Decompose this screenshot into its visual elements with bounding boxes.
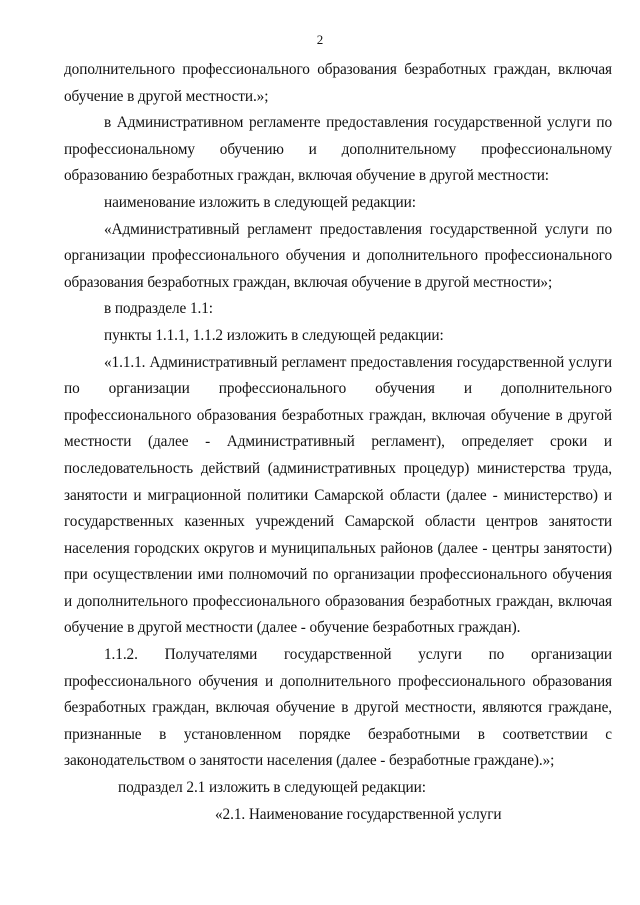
paragraph-items-amendment: пункты 1.1.1, 1.1.2 изложить в следующей редакции: (104, 326, 444, 344)
paragraph-subsection-2-1: подраздел 2.1 изложить в следующей редакции: (118, 779, 426, 797)
page-number: 2 (316, 32, 324, 47)
paragraph-subsection-1-1: в подразделе 1.1: (104, 300, 213, 318)
paragraph-new-title: «Административный регламент предоставления государственной услуги по организации профессионального обучения и дополнительного профессионального образования безработных граждан, включая обучение в другой местности»; (64, 220, 612, 291)
paragraph-continuation: дополнительного профессионального образования безработных граждан, включая обучение в другой местности.»; (64, 61, 612, 105)
paragraph-item-1-1-1: «1.1.1. Административный регламент предоставления государственной услуги по организации профессионального обучения и дополнительного профессионального образования безработных граждан, включая обучение в другой местности (далее - Административный регламент), определяет сроки и последовательность действий (административных процедур) министерства труда, занятости и миграционной политики Самарской области (далее - министерство) и государственных казенных учреждений Самарской области центров занятости населения городских округов и муниципальных районов (далее - центры занятости) при осуществлении ими полномочий по организации профессионального обучения и дополнительного профессионального образования безработных граждан, включая обучение в другой местности (далее - обучение безработных граждан). (64, 353, 612, 637)
paragraph-item-1-1-2: 1.1.2. Получателями государственной услуги по организации профессионального обучения и дополнительного профессионального образования безработных граждан, включая обучение в другой местности, являются граждане, признанные в установленном порядке безработными в соответствии с законодательством о занятости населения (далее - безработные граждане).»; (64, 646, 612, 770)
document-body (64, 57, 612, 828)
section-heading-2-1: «2.1. Наименование государственной услуги (215, 805, 502, 823)
paragraph-name-amendment: наименование изложить в следующей редакции: (104, 193, 416, 211)
paragraph-regulation-reference: в Административном регламенте предоставления государственной услуги по профессиональному обучению и дополнительному профессиональному образованию безработных граждан, включая обучение в другой местности: (64, 114, 612, 185)
